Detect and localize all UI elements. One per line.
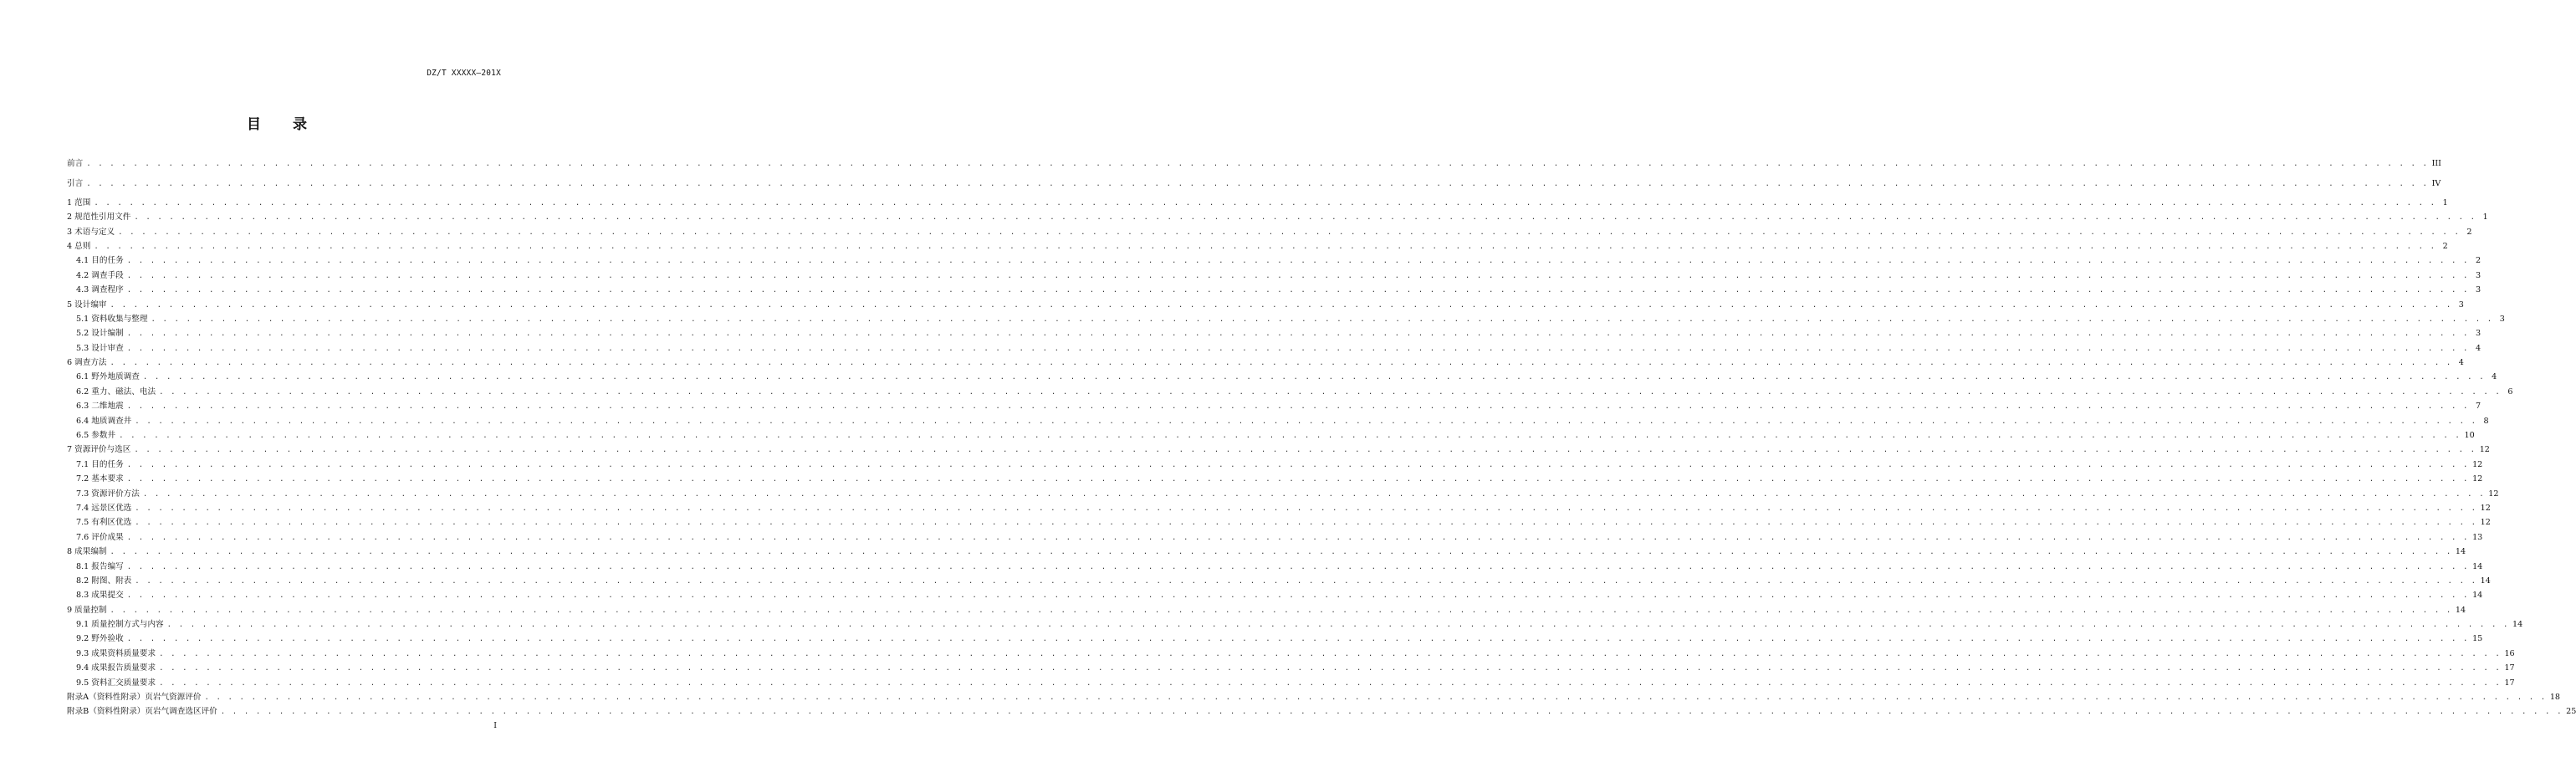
toc-dot-leader: . . . . . . . . . . . . . . . . . . . . . . . . . . . . . . . . . . . . . . . . . . . . . . . . . . . . . . . . . . . . . . . . . . . . . . . . . . . . . . . . . . . . . . . . . . . . . . . . . . . . . . . . . . . . . . . . . . . . . . . . . . . . . . . . . . . . . . . . . . . . . . . . . . . . . . . . . . . . . . . . . . . . . . . . . . . . . . . . . . . . . . . . . . . . . . . . . . . . . . . .	[86, 179, 2429, 188]
toc-entry[interactable]	[67, 644, 2515, 658]
toc-entry[interactable]	[67, 266, 2481, 280]
toc-entry-page: 12	[2479, 445, 2490, 455]
toc-entry-page: 25	[2566, 707, 2576, 717]
toc-entry-title: 8.1 报告编写	[76, 561, 124, 571]
toc-entry-page: 10	[2464, 431, 2475, 441]
toc-dot-leader: . . . . . . . . . . . . . . . . . . . . . . . . . . . . . . . . . . . . . . . . . . . . . . . . . . . . . . . . . . . . . . . . . . . . . . . . . . . . . . . . . . . . . . . . . . . . . . . . . . . . . . . . . . . . . . . . . . . . . . . . . . . . . . . . . . . . . . . . . . . . . . . . . . . . . . . . . . . . . . . . . . . . . . . . . . . . . . . . . . . . . . . . . . . . . . . . . . . . . . . .	[151, 315, 2493, 324]
toc-dot-leader: . . . . . . . . . . . . . . . . . . . . . . . . . . . . . . . . . . . . . . . . . . . . . . . . . . . . . . . . . . . . . . . . . . . . . . . . . . . . . . . . . . . . . . . . . . . . . . . . . . . . . . . . . . . . . . . . . . . . . . . . . . . . . . . . . . . . . . . . . . . . . . . . . . . . . . . . . . . . . . . . . . . . . . . . . . . . . . . . . . . . . . . . . . . . . . . . . . . . . . . .	[86, 160, 2429, 169]
toc-entry-title: 7.5 有利区优选	[76, 518, 132, 528]
toc-entry[interactable]	[67, 238, 2448, 252]
toc-entry-page: 18	[2549, 693, 2561, 703]
toc-entry-page: 6	[2507, 386, 2513, 397]
toc-entry-title: 7.3 资源评价方法	[76, 489, 140, 499]
toc-entry[interactable]	[67, 688, 2561, 703]
toc-entry-title: 4.3 调查程序	[76, 285, 124, 295]
toc-entry[interactable]	[67, 295, 2464, 310]
toc-dot-leader: . . . . . . . . . . . . . . . . . . . . . . . . . . . . . . . . . . . . . . . . . . . . . . . . . . . . . . . . . . . . . . . . . . . . . . . . . . . . . . . . . . . . . . . . . . . . . . . . . . . . . . . . . . . . . . . . . . . . . . . . . . . . . . . . . . . . . . . . . . . . . . . . . . . . . . . . . . . . . . . . . . . . . . . . . . . . . . . . . . . . . . . . . . . . . . . . . . . . . . . .	[126, 402, 2470, 412]
toc-dot-leader: . . . . . . . . . . . . . . . . . . . . . . . . . . . . . . . . . . . . . . . . . . . . . . . . . . . . . . . . . . . . . . . . . . . . . . . . . . . . . . . . . . . . . . . . . . . . . . . . . . . . . . . . . . . . . . . . . . . . . . . . . . . . . . . . . . . . . . . . . . . . . . . . . . . . . . . . . . . . . . . . . . . . . . . . . . . . . . . . . . . . . . . . . . . . . . . . . . . . . . . .	[135, 504, 2477, 513]
toc-entry-title: 附录A（资料性附录）页岩气资源评价	[67, 693, 202, 703]
toc-dot-leader: . . . . . . . . . . . . . . . . . . . . . . . . . . . . . . . . . . . . . . . . . . . . . . . . . . . . . . . . . . . . . . . . . . . . . . . . . . . . . . . . . . . . . . . . . . . . . . . . . . . . . . . . . . . . . . . . . . . . . . . . . . . . . . . . . . . . . . . . . . . . . . . . . . . . . . . . . . . . . . . . . . . . . . . . . . . . . . . . . . . . . . . . . . . . . . . . . . . . . . . .	[142, 373, 2486, 382]
toc-entry-page: 17	[2504, 663, 2515, 673]
toc-entry-title: 7.4 远景区优选	[76, 503, 132, 513]
page-number: I	[493, 721, 497, 730]
toc-entry-title: 5.3 设计审查	[76, 343, 124, 353]
toc-entry-page: 3	[2475, 285, 2481, 295]
toc-dot-leader: . . . . . . . . . . . . . . . . . . . . . . . . . . . . . . . . . . . . . . . . . . . . . . . . . . . . . . . . . . . . . . . . . . . . . . . . . . . . . . . . . . . . . . . . . . . . . . . . . . . . . . . . . . . . . . . . . . . . . . . . . . . . . . . . . . . . . . . . . . . . . . . . . . . . . . . . . . . . . . . . . . . . . . . . . . . . . . . . . . . . . . . . . . . . . . . . . . . . . . . .	[110, 300, 2452, 310]
toc-entry-page: 13	[2472, 532, 2483, 542]
toc-entry-title: 8.2 附图、附表	[76, 576, 132, 586]
toc-entry-title: 9.3 成果资料质量要求	[76, 648, 156, 658]
document-code: DZ/T XXXXX—201X	[427, 69, 501, 78]
toc-entry[interactable]	[67, 630, 2483, 644]
toc-dot-leader: . . . . . . . . . . . . . . . . . . . . . . . . . . . . . . . . . . . . . . . . . . . . . . . . . . . . . . . . . . . . . . . . . . . . . . . . . . . . . . . . . . . . . . . . . . . . . . . . . . . . . . . . . . . . . . . . . . . . . . . . . . . . . . . . . . . . . . . . . . . . . . . . . . . . . . . . . . . . . . . . . . . . . . . . . . . . . . . . . . . . . . . . . . . . . . . . . . . . . . . .	[119, 432, 2461, 441]
toc-entry[interactable]	[67, 470, 2483, 484]
toc-entry[interactable]	[67, 659, 2515, 673]
toc-entry[interactable]	[67, 223, 2472, 237]
toc-dot-leader: . . . . . . . . . . . . . . . . . . . . . . . . . . . . . . . . . . . . . . . . . . . . . . . . . . . . . . . . . . . . . . . . . . . . . . . . . . . . . . . . . . . . . . . . . . . . . . . . . . . . . . . . . . . . . . . . . . . . . . . . . . . . . . . . . . . . . . . . . . . . . . . . . . . . . . . . . . . . . . . . . . . . . . . . . . . . . . . . . . . . . . . . . . . . . . . . . . . . . . . .	[134, 446, 2476, 455]
toc-entry-page: 12	[2488, 489, 2499, 499]
toc-entry-page: 16	[2504, 648, 2515, 658]
toc-entry-title: 6.4 地质调查井	[76, 416, 132, 426]
toc-dot-leader: . . . . . . . . . . . . . . . . . . . . . . . . . . . . . . . . . . . . . . . . . . . . . . . . . . . . . . . . . . . . . . . . . . . . . . . . . . . . . . . . . . . . . . . . . . . . . . . . . . . . . . . . . . . . . . . . . . . . . . . . . . . . . . . . . . . . . . . . . . . . . . . . . . . . . . . . . . . . . . . . . . . . . . . . . . . . . . . . . . . . . . . . . . . . . . . . . . . . . . . .	[110, 548, 2452, 557]
toc-dot-leader: . . . . . . . . . . . . . . . . . . . . . . . . . . . . . . . . . . . . . . . . . . . . . . . . . . . . . . . . . . . . . . . . . . . . . . . . . . . . . . . . . . . . . . . . . . . . . . . . . . . . . . . . . . . . . . . . . . . . . . . . . . . . . . . . . . . . . . . . . . . . . . . . . . . . . . . . . . . . . . . . . . . . . . . . . . . . . . . . . . . . . . . . . . . . . . . . . . . . . . . .	[110, 359, 2452, 368]
table-of-contents	[67, 155, 2576, 717]
toc-entry-title: 4 总则	[67, 241, 91, 251]
toc-entry[interactable]	[67, 412, 2489, 426]
toc-entry-page: 14	[2512, 620, 2523, 630]
toc-entry-title: 2 规范性引用文件	[67, 212, 131, 223]
toc-entry[interactable]	[67, 673, 2515, 688]
toc-entry-title: 3 术语与定义	[67, 227, 115, 237]
toc-dot-leader: . . . . . . . . . . . . . . . . . . . . . . . . . . . . . . . . . . . . . . . . . . . . . . . . . . . . . . . . . . . . . . . . . . . . . . . . . . . . . . . . . . . . . . . . . . . . . . . . . . . . . . . . . . . . . . . . . . . . . . . . . . . . . . . . . . . . . . . . . . . . . . . . . . . . . . . . . . . . . . . . . . . . . . . . . . . . . . . . . . . . . . . . . . . . . . . . . . . . . . . .	[159, 649, 2502, 658]
toc-dot-leader: . . . . . . . . . . . . . . . . . . . . . . . . . . . . . . . . . . . . . . . . . . . . . . . . . . . . . . . . . . . . . . . . . . . . . . . . . . . . . . . . . . . . . . . . . . . . . . . . . . . . . . . . . . . . . . . . . . . . . . . . . . . . . . . . . . . . . . . . . . . . . . . . . . . . . . . . . . . . . . . . . . . . . . . . . . . . . . . . . . . . . . . . . . . . . . . . . . . . . . . .	[159, 387, 2502, 397]
toc-dot-leader: . . . . . . . . . . . . . . . . . . . . . . . . . . . . . . . . . . . . . . . . . . . . . . . . . . . . . . . . . . . . . . . . . . . . . . . . . . . . . . . . . . . . . . . . . . . . . . . . . . . . . . . . . . . . . . . . . . . . . . . . . . . . . . . . . . . . . . . . . . . . . . . . . . . . . . . . . . . . . . . . . . . . . . . . . . . . . . . . . . . . . . . . . . . . . . . . . . . . . . . .	[126, 591, 2470, 601]
toc-entry-page: 14	[2480, 576, 2491, 586]
toc-entry-title: 7.2 基本要求	[76, 474, 124, 484]
toc-entry-title: 8.3 成果提交	[76, 591, 124, 601]
toc-entry[interactable]	[67, 441, 2490, 455]
toc-entry-title: 附录B（资料性附录）页岩气调查选区评价	[67, 707, 217, 717]
toc-entry-page: 15	[2472, 634, 2483, 644]
toc-entry-page: 14	[2472, 561, 2483, 571]
toc-entry[interactable]	[67, 339, 2481, 353]
toc-entry[interactable]	[67, 281, 2481, 295]
toc-entry[interactable]	[67, 499, 2491, 514]
toc-entry-page: 2	[2442, 241, 2448, 251]
toc-entry-page: 4	[2492, 372, 2497, 382]
toc-dot-leader: . . . . . . . . . . . . . . . . . . . . . . . . . . . . . . . . . . . . . . . . . . . . . . . . . . . . . . . . . . . . . . . . . . . . . . . . . . . . . . . . . . . . . . . . . . . . . . . . . . . . . . . . . . . . . . . . . . . . . . . . . . . . . . . . . . . . . . . . . . . . . . . . . . . . . . . . . . . . . . . . . . . . . . . . . . . . . . . . . . . . . . . . . . . . . . . . . . . . . . . .	[126, 330, 2470, 339]
toc-entry-title: 7 资源评价与选区	[67, 445, 131, 455]
toc-entry-title: 6.2 重力、磁法、电法	[76, 386, 156, 397]
toc-entry[interactable]	[67, 325, 2481, 339]
toc-entry-title: 7.6 评价成果	[76, 532, 124, 542]
toc-entry[interactable]	[67, 155, 2441, 169]
toc-entry-title: 6.5 参数井	[76, 431, 116, 441]
toc-entry[interactable]	[67, 543, 2466, 557]
toc-entry[interactable]	[67, 427, 2475, 441]
toc-entry-title: 9.1 质量控制方式与内容	[76, 620, 164, 630]
toc-entry-page: III	[2431, 159, 2441, 169]
toc-entry-page: 14	[2455, 547, 2466, 557]
toc-dot-leader: . . . . . . . . . . . . . . . . . . . . . . . . . . . . . . . . . . . . . . . . . . . . . . . . . . . . . . . . . . . . . . . . . . . . . . . . . . . . . . . . . . . . . . . . . . . . . . . . . . . . . . . . . . . . . . . . . . . . . . . . . . . . . . . . . . . . . . . . . . . . . . . . . . . . . . . . . . . . . . . . . . . . . . . . . . . . . . . . . . . . . . . . . . . . . . . . . . . . . . . .	[135, 417, 2477, 426]
toc-entry[interactable]	[67, 208, 2488, 223]
toc-dot-leader: . . . . . . . . . . . . . . . . . . . . . . . . . . . . . . . . . . . . . . . . . . . . . . . . . . . . . . . . . . . . . . . . . . . . . . . . . . . . . . . . . . . . . . . . . . . . . . . . . . . . . . . . . . . . . . . . . . . . . . . . . . . . . . . . . . . . . . . . . . . . . . . . . . . . . . . . . . . . . . . . . . . . . . . . . . . . . . . . . . . . . . . . . . . . . . . . . . . . . . . .	[126, 460, 2470, 469]
toc-dot-leader: . . . . . . . . . . . . . . . . . . . . . . . . . . . . . . . . . . . . . . . . . . . . . . . . . . . . . . . . . . . . . . . . . . . . . . . . . . . . . . . . . . . . . . . . . . . . . . . . . . . . . . . . . . . . . . . . . . . . . . . . . . . . . . . . . . . . . . . . . . . . . . . . . . . . . . . . . . . . . . . . . . . . . . . . . . . . . . . . . . . . . . . . . . . . . . . . . . . . . . . .	[126, 257, 2470, 266]
toc-entry-title: 4.2 调查手段	[76, 270, 124, 280]
toc-entry-title: 5.2 设计编制	[76, 329, 124, 339]
toc-entry-page: 12	[2472, 459, 2483, 469]
toc-dot-leader: . . . . . . . . . . . . . . . . . . . . . . . . . . . . . . . . . . . . . . . . . . . . . . . . . . . . . . . . . . . . . . . . . . . . . . . . . . . . . . . . . . . . . . . . . . . . . . . . . . . . . . . . . . . . . . . . . . . . . . . . . . . . . . . . . . . . . . . . . . . . . . . . . . . . . . . . . . . . . . . . . . . . . . . . . . . . . . . . . . . . . . . . . . . . . . . . . . . . . . . .	[126, 286, 2470, 295]
toc-dot-leader: . . . . . . . . . . . . . . . . . . . . . . . . . . . . . . . . . . . . . . . . . . . . . . . . . . . . . . . . . . . . . . . . . . . . . . . . . . . . . . . . . . . . . . . . . . . . . . . . . . . . . . . . . . . . . . . . . . . . . . . . . . . . . . . . . . . . . . . . . . . . . . . . . . . . . . . . . . . . . . . . . . . . . . . . . . . . . . . . . . . . . . . . . . . . . . . . . . . . . . . .	[134, 213, 2476, 223]
toc-dot-leader: . . . . . . . . . . . . . . . . . . . . . . . . . . . . . . . . . . . . . . . . . . . . . . . . . . . . . . . . . . . . . . . . . . . . . . . . . . . . . . . . . . . . . . . . . . . . . . . . . . . . . . . . . . . . . . . . . . . . . . . . . . . . . . . . . . . . . . . . . . . . . . . . . . . . . . . . . . . . . . . . . . . . . . . . . . . . . . . . . . . . . . . . . . . . . . . . . . . . . . . .	[126, 562, 2470, 571]
toc-entry-title: 1 范围	[67, 197, 91, 207]
toc-entry-page: 17	[2504, 678, 2515, 688]
toc-entry-title: 7.1 目的任务	[76, 459, 124, 469]
toc-entry-page: 3	[2499, 314, 2505, 324]
toc-dot-leader: . . . . . . . . . . . . . . . . . . . . . . . . . . . . . . . . . . . . . . . . . . . . . . . . . . . . . . . . . . . . . . . . . . . . . . . . . . . . . . . . . . . . . . . . . . . . . . . . . . . . . . . . . . . . . . . . . . . . . . . . . . . . . . . . . . . . . . . . . . . . . . . . . . . . . . . . . . . . . . . . . . . . . . . . . . . . . . . . . . . . . . . . . . . . . . . . . . . . . . . .	[94, 198, 2436, 207]
toc-entry[interactable]	[67, 572, 2491, 586]
toc-entry-page: 14	[2472, 591, 2483, 601]
toc-entry-page: 12	[2480, 503, 2491, 513]
toc-entry-title: 5.1 资料收集与整理	[76, 314, 148, 324]
toc-dot-leader: . . . . . . . . . . . . . . . . . . . . . . . . . . . . . . . . . . . . . . . . . . . . . . . . . . . . . . . . . . . . . . . . . . . . . . . . . . . . . . . . . . . . . . . . . . . . . . . . . . . . . . . . . . . . . . . . . . . . . . . . . . . . . . . . . . . . . . . . . . . . . . . . . . . . . . . . . . . . . . . . . . . . . . . . . . . . . . . . . . . . . . . . . . . . . . . . . . . . . . . .	[110, 606, 2452, 615]
toc-dot-leader: . . . . . . . . . . . . . . . . . . . . . . . . . . . . . . . . . . . . . . . . . . . . . . . . . . . . . . . . . . . . . . . . . . . . . . . . . . . . . . . . . . . . . . . . . . . . . . . . . . . . . . . . . . . . . . . . . . . . . . . . . . . . . . . . . . . . . . . . . . . . . . . . . . . . . . . . . . . . . . . . . . . . . . . . . . . . . . . . . . . . . . . . . . . . . . . . . . . . . . . .	[126, 635, 2470, 644]
toc-entry[interactable]	[67, 557, 2483, 571]
toc-entry-title: 5 设计编审	[67, 299, 107, 310]
toc-entry-page: 3	[2475, 329, 2481, 339]
toc-dot-leader: . . . . . . . . . . . . . . . . . . . . . . . . . . . . . . . . . . . . . . . . . . . . . . . . . . . . . . . . . . . . . . . . . . . . . . . . . . . . . . . . . . . . . . . . . . . . . . . . . . . . . . . . . . . . . . . . . . . . . . . . . . . . . . . . . . . . . . . . . . . . . . . . . . . . . . . . . . . . . . . . . . . . . . . . . . . . . . . . . . . . . . . . . . . . . . . . . . . . . . . .	[135, 519, 2477, 528]
toc-entry-page: 14	[2455, 605, 2466, 615]
page-title: 目 录	[247, 116, 320, 133]
toc-dot-leader: . . . . . . . . . . . . . . . . . . . . . . . . . . . . . . . . . . . . . . . . . . . . . . . . . . . . . . . . . . . . . . . . . . . . . . . . . . . . . . . . . . . . . . . . . . . . . . . . . . . . . . . . . . . . . . . . . . . . . . . . . . . . . . . . . . . . . . . . . . . . . . . . . . . . . . . . . . . . . . . . . . . . . . . . . . . . . . . . . . . . . . . . . . . . . . . . . . . . . . . .	[94, 242, 2436, 251]
toc-entry[interactable]	[67, 514, 2491, 528]
toc-entry-title: 9.2 野外验收	[76, 634, 124, 644]
toc-entry-title: 9.4 成果报告质量要求	[76, 663, 156, 673]
toc-entry[interactable]	[67, 252, 2481, 266]
toc-entry[interactable]	[67, 528, 2483, 542]
toc-entry-title: 4.1 目的任务	[76, 256, 124, 266]
toc-entry-page: 2	[2475, 256, 2481, 266]
toc-entry[interactable]	[67, 484, 2499, 499]
toc-entry-page: 12	[2472, 474, 2483, 484]
toc-entry[interactable]	[67, 382, 2513, 397]
toc-dot-leader: . . . . . . . . . . . . . . . . . . . . . . . . . . . . . . . . . . . . . . . . . . . . . . . . . . . . . . . . . . . . . . . . . . . . . . . . . . . . . . . . . . . . . . . . . . . . . . . . . . . . . . . . . . . . . . . . . . . . . . . . . . . . . . . . . . . . . . . . . . . . . . . . . . . . . . . . . . . . . . . . . . . . . . . . . . . . . . . . . . . . . . . . . . . . . . . . . . . . . . . .	[159, 664, 2502, 673]
toc-entry[interactable]	[67, 703, 2576, 717]
toc-entry[interactable]	[67, 455, 2483, 469]
toc-entry-title: 9 质量控制	[67, 605, 107, 615]
toc-entry[interactable]	[67, 354, 2464, 368]
toc-dot-leader: . . . . . . . . . . . . . . . . . . . . . . . . . . . . . . . . . . . . . . . . . . . . . . . . . . . . . . . . . . . . . . . . . . . . . . . . . . . . . . . . . . . . . . . . . . . . . . . . . . . . . . . . . . . . . . . . . . . . . . . . . . . . . . . . . . . . . . . . . . . . . . . . . . . . . . . . . . . . . . . . . . . . . . . . . . . . . . . . . . . . . . . . . . . . . . . . . . . . . . . .	[126, 271, 2470, 280]
toc-entry-page: 3	[2475, 270, 2481, 280]
toc-entry[interactable]	[67, 193, 2448, 207]
toc-entry-page: 4	[2458, 358, 2464, 368]
toc-dot-leader: . . . . . . . . . . . . . . . . . . . . . . . . . . . . . . . . . . . . . . . . . . . . . . . . . . . . . . . . . . . . . . . . . . . . . . . . . . . . . . . . . . . . . . . . . . . . . . . . . . . . . . . . . . . . . . . . . . . . . . . . . . . . . . . . . . . . . . . . . . . . . . . . . . . . . . . . . . . . . . . . . . . . . . . . . . . . . . . . . . . . . . . . . . . . . . . . . . . . . . . .	[166, 621, 2510, 630]
toc-entry-page: 1	[2442, 197, 2448, 207]
toc-entry-page: 7	[2475, 402, 2481, 412]
toc-entry[interactable]	[67, 586, 2483, 601]
toc-dot-leader: . . . . . . . . . . . . . . . . . . . . . . . . . . . . . . . . . . . . . . . . . . . . . . . . . . . . . . . . . . . . . . . . . . . . . . . . . . . . . . . . . . . . . . . . . . . . . . . . . . . . . . . . . . . . . . . . . . . . . . . . . . . . . . . . . . . . . . . . . . . . . . . . . . . . . . . . . . . . . . . . . . . . . . . . . . . . . . . . . . . . . . . . . . . . . . . . . . . . . . . .	[135, 576, 2477, 586]
toc-dot-leader: . . . . . . . . . . . . . . . . . . . . . . . . . . . . . . . . . . . . . . . . . . . . . . . . . . . . . . . . . . . . . . . . . . . . . . . . . . . . . . . . . . . . . . . . . . . . . . . . . . . . . . . . . . . . . . . . . . . . . . . . . . . . . . . . . . . . . . . . . . . . . . . . . . . . . . . . . . . . . . . . . . . . . . . . . . . . . . . . . . . . . . . . . . . . . . . . . . . . . . . .	[220, 708, 2563, 717]
toc-entry-title: 6 调查方法	[67, 358, 107, 368]
toc-entry-title: 9.5 资料汇交质量要求	[76, 678, 156, 688]
toc-dot-leader: . . . . . . . . . . . . . . . . . . . . . . . . . . . . . . . . . . . . . . . . . . . . . . . . . . . . . . . . . . . . . . . . . . . . . . . . . . . . . . . . . . . . . . . . . . . . . . . . . . . . . . . . . . . . . . . . . . . . . . . . . . . . . . . . . . . . . . . . . . . . . . . . . . . . . . . . . . . . . . . . . . . . . . . . . . . . . . . . . . . . . . . . . . . . . . . . . . . . . . . .	[126, 344, 2470, 353]
toc-entry[interactable]	[67, 616, 2523, 630]
toc-entry-page: IV	[2431, 178, 2441, 188]
toc-entry-page: 4	[2475, 343, 2481, 353]
toc-dot-leader: . . . . . . . . . . . . . . . . . . . . . . . . . . . . . . . . . . . . . . . . . . . . . . . . . . . . . . . . . . . . . . . . . . . . . . . . . . . . . . . . . . . . . . . . . . . . . . . . . . . . . . . . . . . . . . . . . . . . . . . . . . . . . . . . . . . . . . . . . . . . . . . . . . . . . . . . . . . . . . . . . . . . . . . . . . . . . . . . . . . . . . . . . . . . . . . . . . . . . . . .	[118, 228, 2461, 237]
toc-entry-page: 2	[2466, 227, 2472, 237]
toc-entry[interactable]	[67, 310, 2505, 325]
toc-entry[interactable]	[67, 397, 2481, 412]
toc-entry-title: 引言	[67, 178, 84, 188]
toc-entry-title: 前言	[67, 159, 84, 169]
toc-entry[interactable]	[67, 174, 2441, 188]
toc-entry[interactable]	[67, 368, 2497, 382]
toc-entry-page: 8	[2483, 416, 2489, 426]
toc-entry-page: 12	[2480, 518, 2491, 528]
toc-entry[interactable]	[67, 601, 2466, 615]
toc-entry-title: 8 成果编制	[67, 547, 107, 557]
toc-dot-leader: . . . . . . . . . . . . . . . . . . . . . . . . . . . . . . . . . . . . . . . . . . . . . . . . . . . . . . . . . . . . . . . . . . . . . . . . . . . . . . . . . . . . . . . . . . . . . . . . . . . . . . . . . . . . . . . . . . . . . . . . . . . . . . . . . . . . . . . . . . . . . . . . . . . . . . . . . . . . . . . . . . . . . . . . . . . . . . . . . . . . . . . . . . . . . . . . . . . . . . . .	[159, 678, 2502, 688]
toc-entry-title: 6.1 野外地质调查	[76, 372, 140, 382]
toc-dot-leader: . . . . . . . . . . . . . . . . . . . . . . . . . . . . . . . . . . . . . . . . . . . . . . . . . . . . . . . . . . . . . . . . . . . . . . . . . . . . . . . . . . . . . . . . . . . . . . . . . . . . . . . . . . . . . . . . . . . . . . . . . . . . . . . . . . . . . . . . . . . . . . . . . . . . . . . . . . . . . . . . . . . . . . . . . . . . . . . . . . . . . . . . . . . . . . . . . . . . . . . .	[126, 475, 2470, 484]
toc-dot-leader: . . . . . . . . . . . . . . . . . . . . . . . . . . . . . . . . . . . . . . . . . . . . . . . . . . . . . . . . . . . . . . . . . . . . . . . . . . . . . . . . . . . . . . . . . . . . . . . . . . . . . . . . . . . . . . . . . . . . . . . . . . . . . . . . . . . . . . . . . . . . . . . . . . . . . . . . . . . . . . . . . . . . . . . . . . . . . . . . . . . . . . . . . . . . . . . . . . . . . . . .	[142, 489, 2486, 499]
toc-dot-leader: . . . . . . . . . . . . . . . . . . . . . . . . . . . . . . . . . . . . . . . . . . . . . . . . . . . . . . . . . . . . . . . . . . . . . . . . . . . . . . . . . . . . . . . . . . . . . . . . . . . . . . . . . . . . . . . . . . . . . . . . . . . . . . . . . . . . . . . . . . . . . . . . . . . . . . . . . . . . . . . . . . . . . . . . . . . . . . . . . . . . . . . . . . . . . . . . . . . . . . . .	[204, 693, 2547, 703]
toc-entry-title: 6.3 二维地震	[76, 402, 124, 412]
toc-entry-page: 1	[2482, 212, 2488, 223]
toc-dot-leader: . . . . . . . . . . . . . . . . . . . . . . . . . . . . . . . . . . . . . . . . . . . . . . . . . . . . . . . . . . . . . . . . . . . . . . . . . . . . . . . . . . . . . . . . . . . . . . . . . . . . . . . . . . . . . . . . . . . . . . . . . . . . . . . . . . . . . . . . . . . . . . . . . . . . . . . . . . . . . . . . . . . . . . . . . . . . . . . . . . . . . . . . . . . . . . . . . . . . . . . .	[126, 533, 2470, 542]
toc-entry-page: 3	[2458, 299, 2464, 310]
